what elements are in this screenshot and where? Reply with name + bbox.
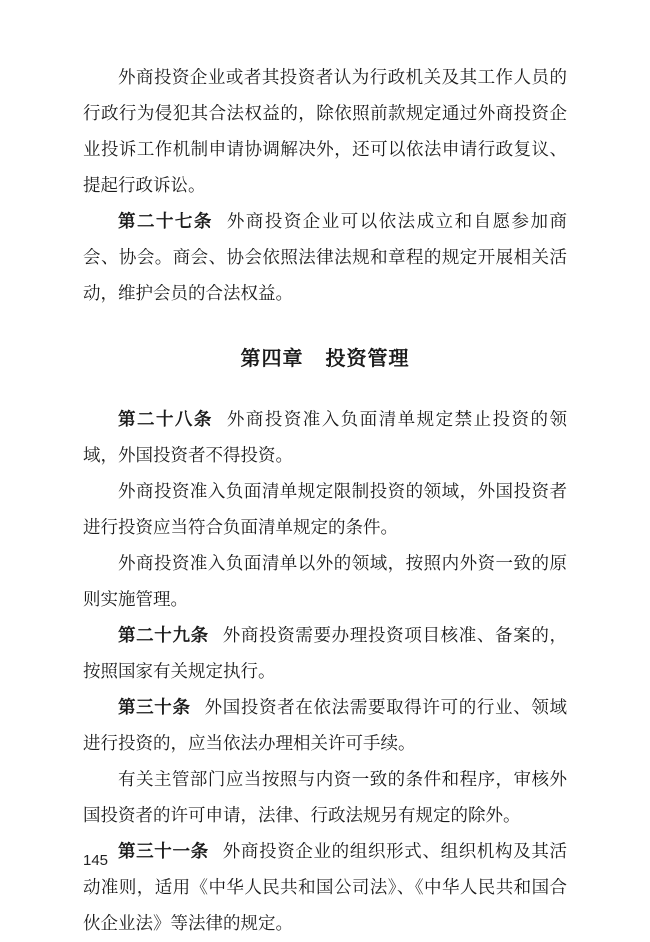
article-number: 第二十九条 — [118, 626, 209, 646]
paragraph-text: 外商投资企业可以依法成立和自愿参加商会、协会。商会、协会依照法律法规和章程的规定开展相关活动，维护会员的合法权益。 — [83, 212, 568, 304]
paragraph — [83, 834, 567, 942]
article-number: 第三十一条 — [118, 842, 209, 862]
paragraph — [83, 204, 567, 312]
paragraph — [83, 546, 567, 618]
paragraph — [83, 60, 567, 204]
paragraph — [83, 402, 567, 474]
document-page — [83, 60, 567, 942]
chapter-number: 第四章 — [240, 346, 304, 370]
article-number: 第二十八条 — [118, 410, 213, 430]
paragraph-text: 外商投资准入负面清单规定限制投资的领域，外国投资者进行投资应当符合负面清单规定的条件。 — [83, 482, 567, 538]
paragraph-text: 有关主管部门应当按照与内资一致的条件和程序，审核外国投资者的许可申请，法律、行政法规另有规定的除外。 — [83, 770, 567, 826]
chapter-heading — [83, 340, 567, 376]
paragraph — [83, 690, 567, 762]
paragraph-text: 外国投资者在依法需要取得许可的行业、领域进行投资的，应当依法办理相关许可手续。 — [83, 698, 567, 754]
paragraph-text: 外商投资准入负面清单规定禁止投资的领域，外国投资者不得投资。 — [83, 410, 568, 466]
paragraph-text: 外商投资需要办理投资项目核准、备案的，按照国家有关规定执行。 — [83, 626, 568, 682]
article-number: 第二十七条 — [118, 212, 213, 232]
chapter-title: 投资管理 — [325, 346, 410, 370]
paragraph — [83, 618, 567, 690]
paragraph-text: 外商投资准入负面清单以外的领域，按照内外资一致的原则实施管理。 — [83, 554, 567, 610]
paragraph — [83, 762, 567, 834]
paragraph-text: 外商投资企业或者其投资者认为行政机关及其工作人员的行政行为侵犯其合法权益的，除依照前款规定通过外商投资企业投诉工作机制申请协调解决外，还可以依法申请行政复议、提起行政诉讼。 — [83, 68, 567, 196]
paragraph-text: 外商投资企业的组织形式、组织机构及其活动准则，适用《中华人民共和国公司法》、《中华人民共和国合伙企业法》等法律的规定。 — [83, 842, 568, 934]
page-number: 145 — [83, 852, 109, 869]
article-number: 第三十条 — [118, 698, 191, 718]
paragraph — [83, 474, 567, 546]
